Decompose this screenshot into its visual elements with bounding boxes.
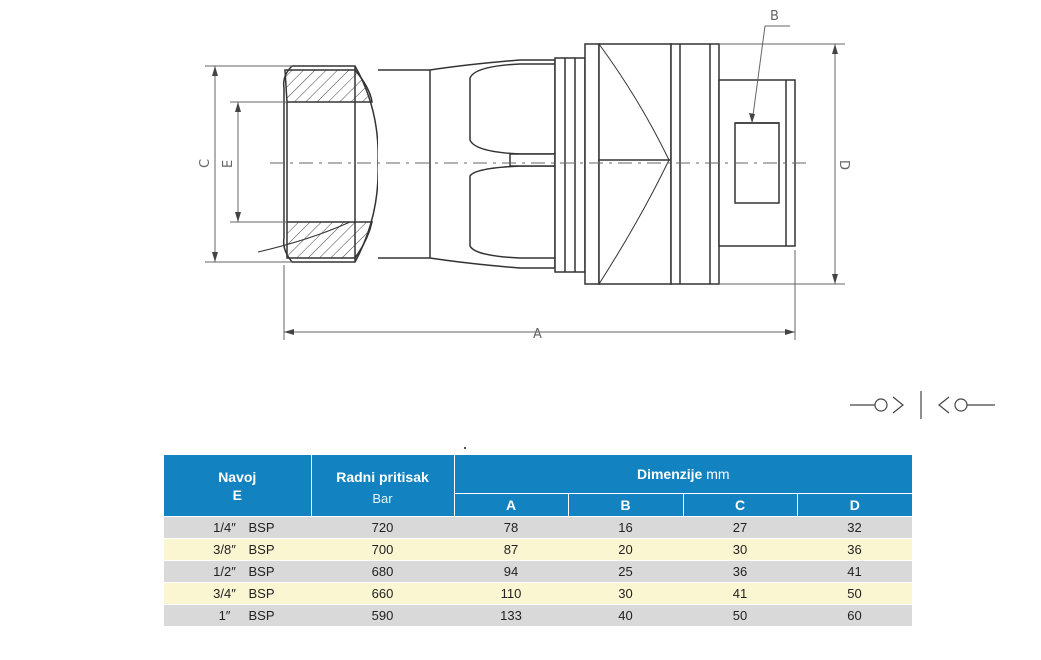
specification-table — [164, 455, 912, 626]
cell-size: 1/2″ — [213, 564, 236, 579]
cell-pressure: 700 — [311, 539, 454, 561]
header-dimenzije — [454, 455, 912, 494]
header-col-d: D — [797, 494, 912, 517]
cell-size: 1″ — [218, 608, 231, 623]
cell-b: 25 — [568, 561, 683, 583]
cell-c: 36 — [683, 561, 797, 583]
cell-d: 50 — [797, 583, 912, 605]
header-navoj-label: Navoj — [218, 468, 257, 485]
cell-pressure: 680 — [311, 561, 454, 583]
table-row — [164, 605, 912, 627]
header-radni-unit: Bar — [372, 491, 393, 506]
header-dimenzije-label: Dimenzije — [636, 466, 703, 482]
cell-size: 3/8″ — [213, 542, 236, 557]
cell-size: 1/4″ — [213, 520, 236, 535]
dimension-label-e: E — [221, 159, 236, 168]
header-dimenzije-unit: mm — [706, 466, 730, 482]
header-radni-pritisak — [311, 455, 454, 517]
header-col-a: A — [454, 494, 568, 517]
cell-a: 133 — [454, 605, 568, 627]
coupling-symbol-icon — [845, 385, 1005, 425]
cell-c: 30 — [683, 539, 797, 561]
cell-b: 20 — [568, 539, 683, 561]
cell-b: 40 — [568, 605, 683, 627]
cell-d: 32 — [797, 517, 912, 539]
dimension-label-c: C — [198, 158, 213, 168]
cell-thread: BSP — [248, 542, 275, 557]
stray-dot — [464, 447, 466, 449]
table-row — [164, 517, 912, 539]
cell-b: 16 — [568, 517, 683, 539]
cell-d: 36 — [797, 539, 912, 561]
dimension-label-a: A — [533, 327, 542, 342]
cell-thread: BSP — [248, 564, 275, 579]
cell-d: 41 — [797, 561, 912, 583]
table-row — [164, 539, 912, 561]
header-navoj-sub: E — [232, 486, 242, 503]
cell-navoj — [164, 561, 311, 583]
dimension-label-d: D — [836, 160, 851, 171]
cell-a: 110 — [454, 583, 568, 605]
header-col-c: C — [683, 494, 797, 517]
header-radni-label: Radni pritisak — [336, 469, 429, 485]
table-row — [164, 583, 912, 605]
cell-navoj — [164, 583, 311, 605]
header-navoj — [164, 455, 311, 517]
cell-thread: BSP — [248, 586, 275, 601]
cell-navoj — [164, 605, 311, 627]
cell-c: 50 — [683, 605, 797, 627]
cell-thread: BSP — [248, 608, 275, 623]
cell-size: 3/4″ — [213, 586, 236, 601]
header-col-b: B — [568, 494, 683, 517]
cell-c: 41 — [683, 583, 797, 605]
cell-c: 27 — [683, 517, 797, 539]
cell-b: 30 — [568, 583, 683, 605]
cell-navoj — [164, 539, 311, 561]
dimension-label-b: B — [770, 9, 779, 24]
table-row — [164, 561, 912, 583]
cell-a: 78 — [454, 517, 568, 539]
cell-a: 94 — [454, 561, 568, 583]
cell-pressure: 660 — [311, 583, 454, 605]
cell-navoj — [164, 517, 311, 539]
cell-pressure: 720 — [311, 517, 454, 539]
cell-thread: BSP — [248, 520, 275, 535]
cell-pressure: 590 — [311, 605, 454, 627]
cell-a: 87 — [454, 539, 568, 561]
cell-d: 60 — [797, 605, 912, 627]
